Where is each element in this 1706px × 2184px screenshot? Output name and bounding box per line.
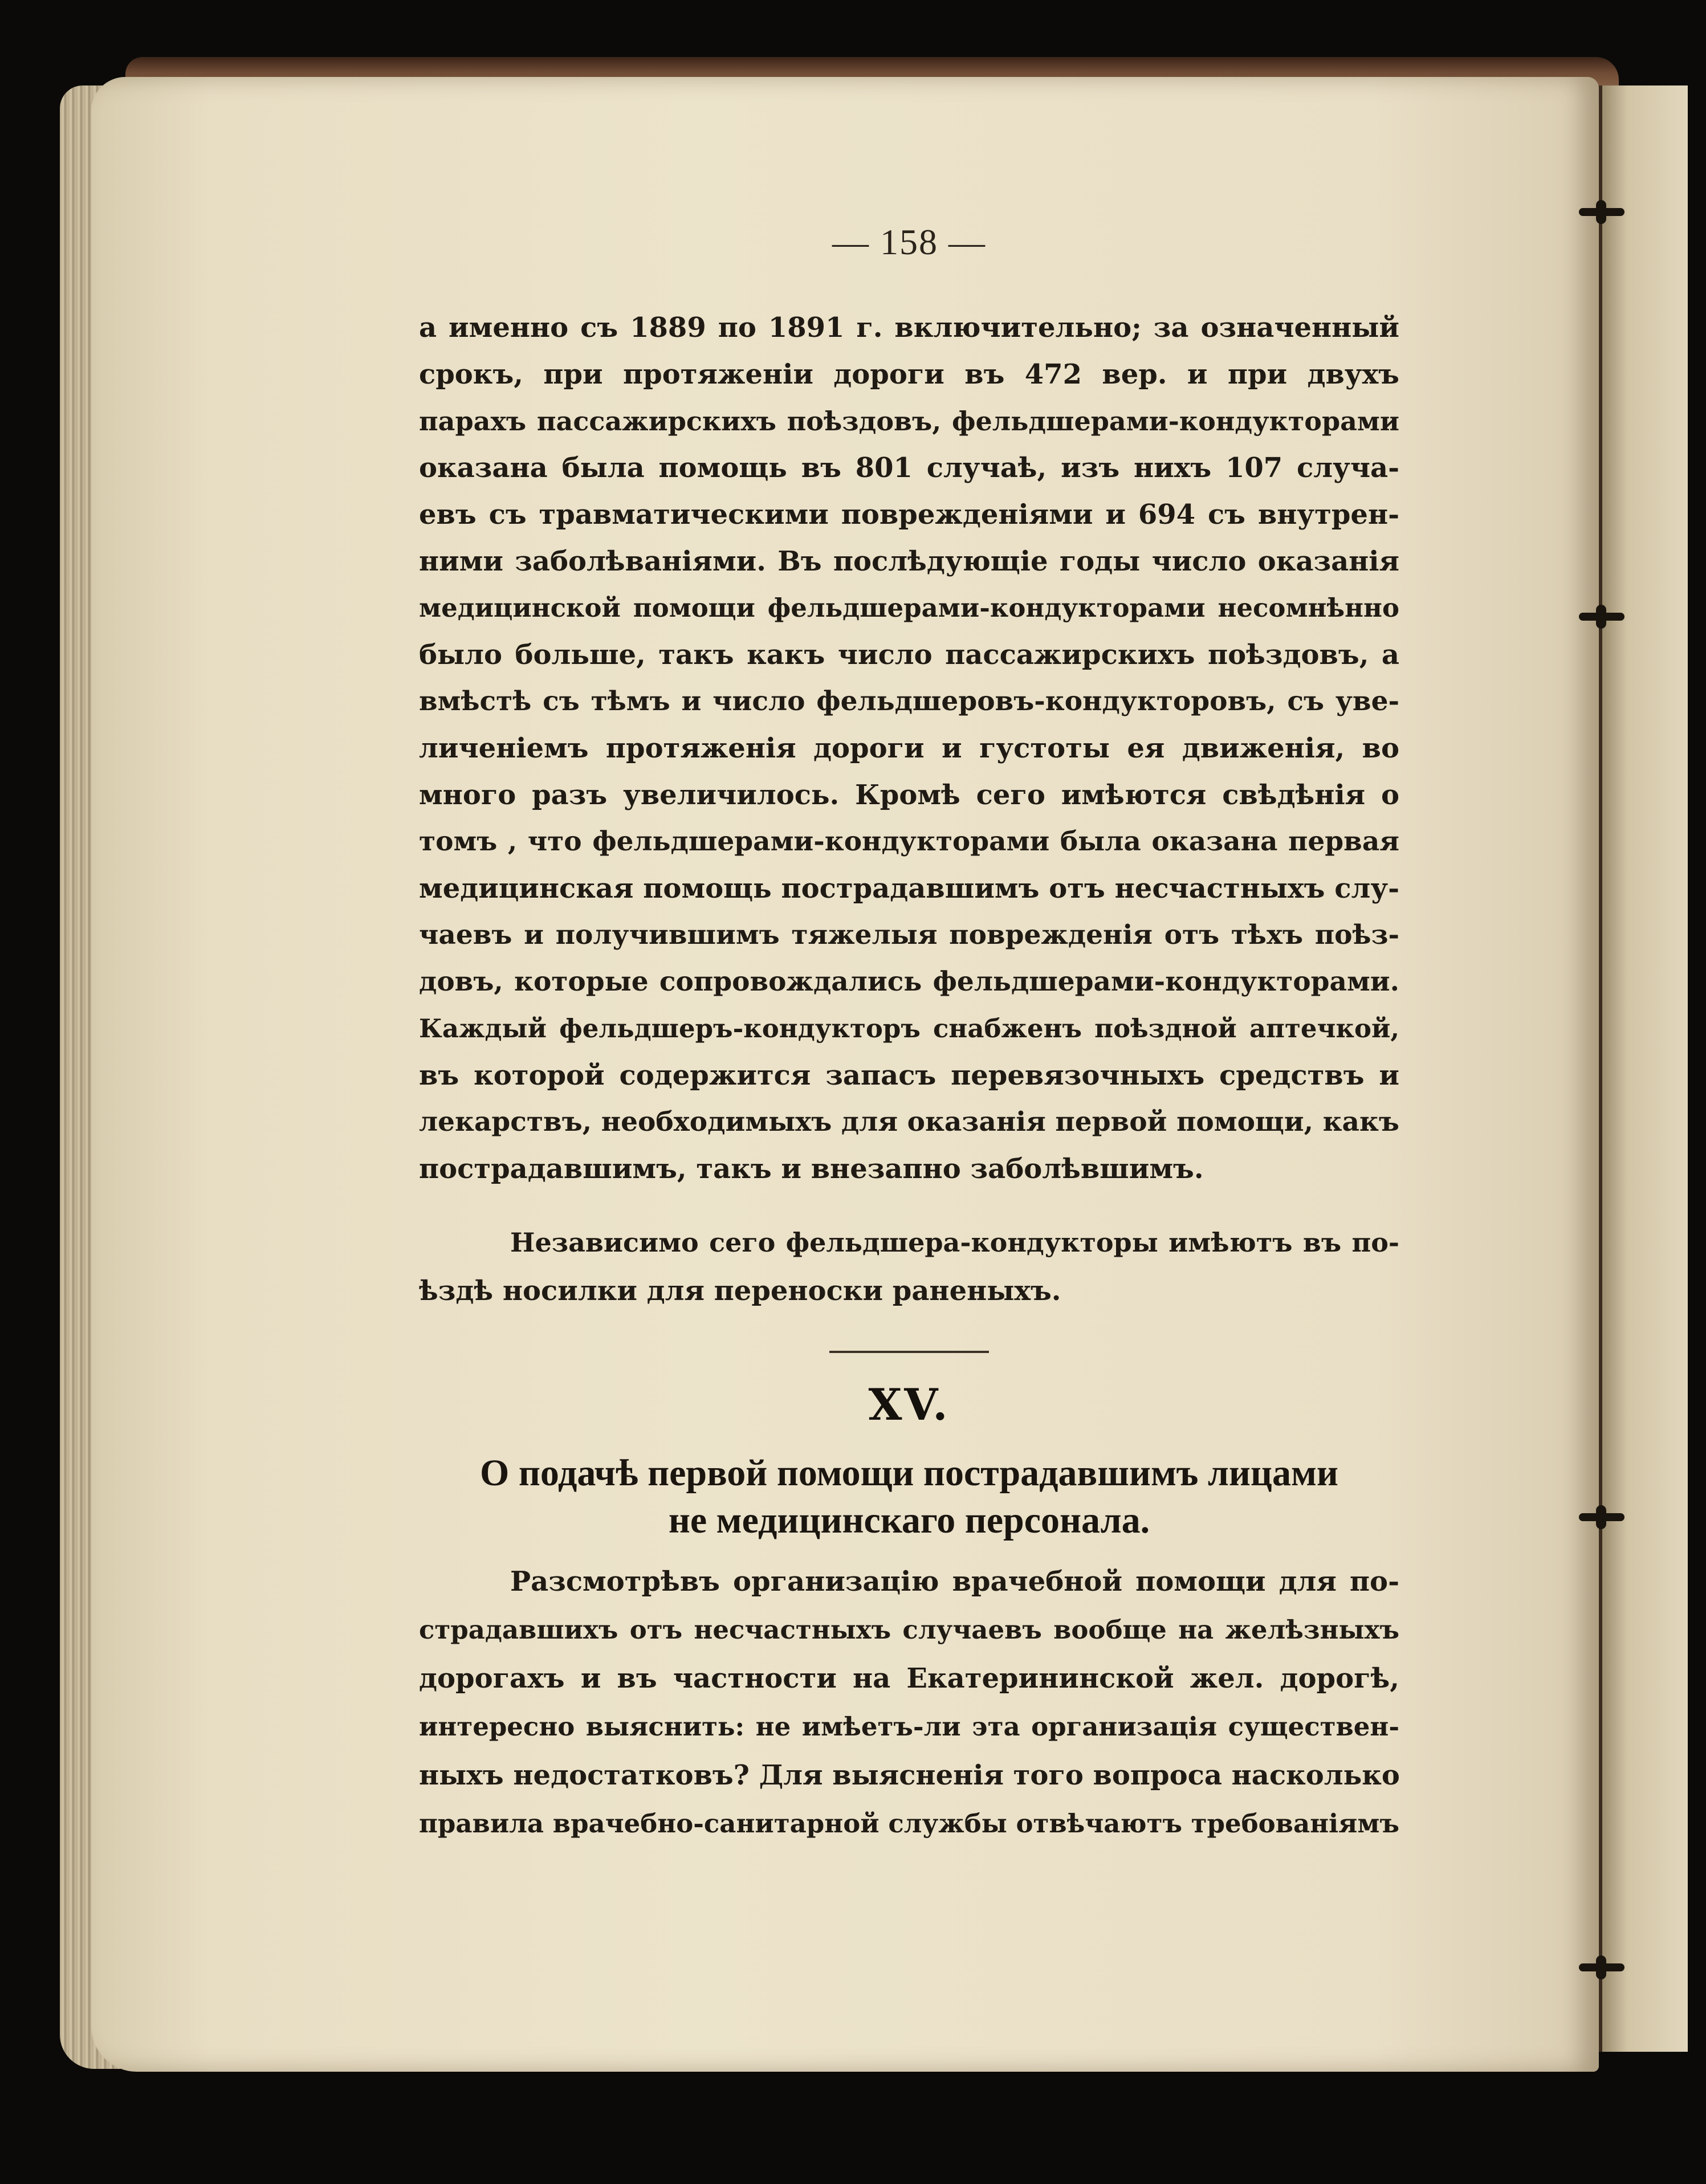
- page-number: — 158 —: [832, 222, 986, 262]
- section-divider: [829, 1351, 989, 1353]
- section-title: О подачѣ первой помощи пострадавшимъ лицами: [480, 1452, 1338, 1494]
- text-line: а именно съ 1889 по 1891 г. включительно; за означенный: [419, 312, 1399, 344]
- text-line: страдавшихъ отъ несчастныхъ случаевъ вообще на желѣзныхъ: [419, 1615, 1399, 1645]
- text-line: Каждый фельдшеръ-кондукторъ снабженъ поѣздной аптечкой,: [419, 1013, 1399, 1044]
- text-line: ѣздѣ носилки для переноски раненыхъ.: [419, 1275, 1061, 1307]
- text-line: вмѣстѣ съ тѣмъ и число фельдшеровъ-кондукторовъ, съ уве-: [419, 686, 1399, 717]
- text-line: чаевъ и получившимъ тяжелыя поврежденія отъ тѣхъ поѣз-: [419, 919, 1399, 951]
- binding-stitch: [1579, 1513, 1624, 1521]
- text-line: много разъ увеличилось. Кромѣ сего имѣются свѣдѣнія о: [419, 779, 1399, 811]
- text-line: томъ , что фельдшерами-кондукторами была оказана первая: [419, 826, 1399, 857]
- text-line: Независимо сего фельдшера-кондукторы имѣютъ въ по-: [510, 1227, 1399, 1258]
- text-line: правила врачебно-санитарной службы отвѣчаютъ требованіямъ: [419, 1808, 1399, 1839]
- binding-stitch: [1579, 1963, 1624, 1971]
- text-line: ними заболѣваніями. Въ послѣдующіе годы число оказанія: [419, 545, 1399, 577]
- text-line: пострадавшимъ, такъ и внезапно заболѣвшимъ.: [419, 1153, 1204, 1185]
- text-line: довъ, которые сопровождались фельдшерами-кондукторами.: [419, 966, 1399, 997]
- text-line: ныхъ недостатковъ? Для выясненія того вопроса насколько: [419, 1759, 1400, 1791]
- binding-stitch: [1579, 613, 1624, 621]
- text-line: срокъ, при протяженіи дороги въ 472 вер. и при двухъ: [419, 358, 1399, 390]
- text-line: интересно выяснить: не имѣетъ-ли эта организація существен-: [419, 1712, 1399, 1742]
- facing-page-edge: [1599, 85, 1688, 2052]
- text-line: евъ съ травматическими поврежденіями и 694 съ внутрен-: [419, 499, 1399, 531]
- section-number: XV.: [868, 1379, 950, 1430]
- text-line: личеніемъ протяженія дороги и густоты ея движенія, во: [419, 732, 1399, 764]
- text-line: парахъ пассажирскихъ поѣздовъ, фельдшерами-кондукторами: [419, 406, 1399, 437]
- binding-stitch: [1579, 208, 1624, 216]
- text-line: медицинская помощь пострадавшимъ отъ несчастныхъ слу-: [419, 873, 1399, 904]
- text-line: было больше, такъ какъ число пассажирскихъ поѣздовъ, а: [419, 639, 1399, 671]
- text-line: Разсмотрѣвъ организацію врачебной помощи для по-: [510, 1566, 1399, 1598]
- text-line: медицинской помощи фельдшерами-кондукторами несомнѣнно: [419, 593, 1399, 623]
- text-line: въ которой содержится запасъ перевязочныхъ средствъ и: [419, 1060, 1399, 1091]
- text-line: оказана была помощь въ 801 случаѣ, изъ нихъ 107 случа-: [419, 452, 1399, 484]
- text-line: лекарствъ, необходимыхъ для оказанія первой помощи, какъ: [419, 1106, 1399, 1138]
- text-line: дорогахъ и въ частности на Екатерининской жел. дорогѣ,: [419, 1663, 1399, 1694]
- section-title: не медицинскаго персонала.: [668, 1500, 1150, 1541]
